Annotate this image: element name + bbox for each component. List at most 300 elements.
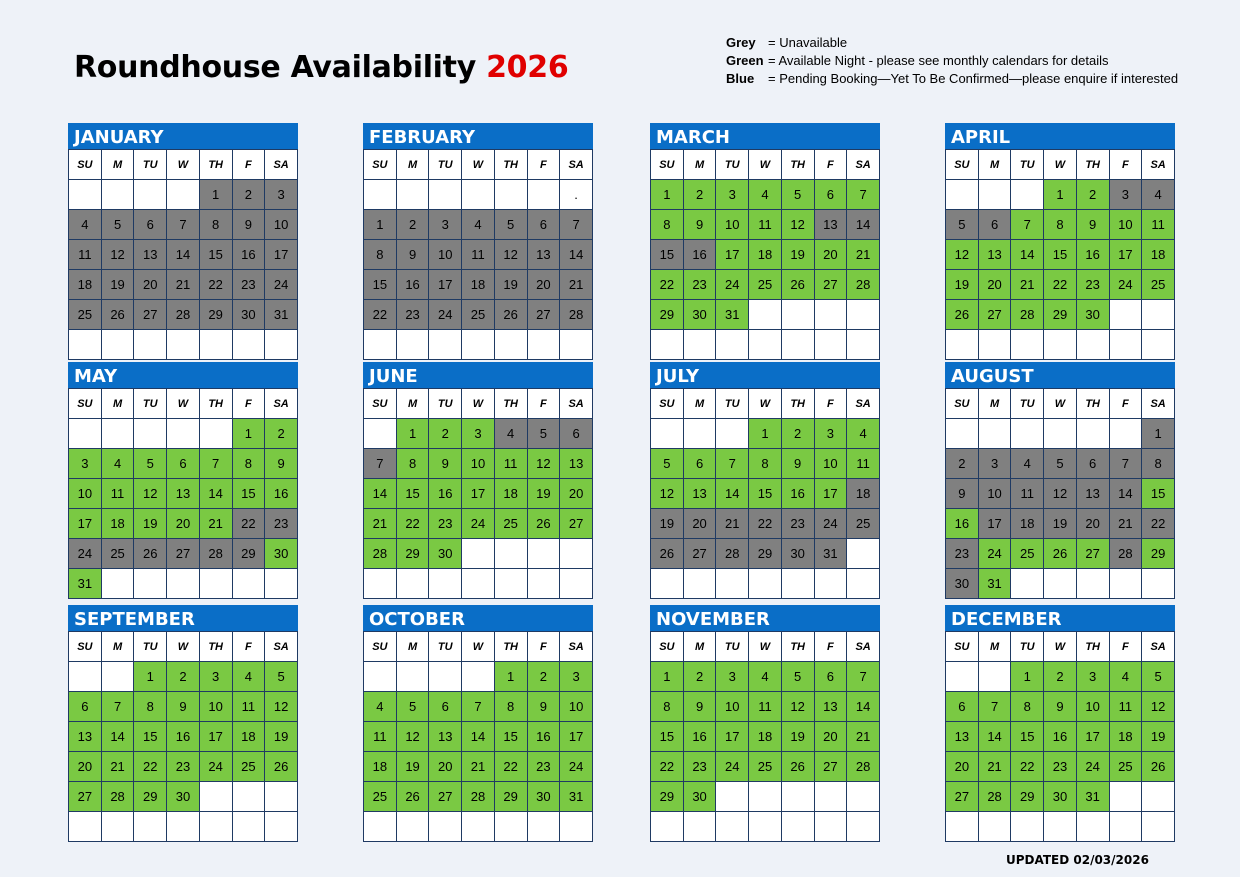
- day-cell-empty: [1109, 812, 1142, 842]
- day-cell-available: 19: [134, 509, 167, 539]
- weekday-label: W: [462, 389, 495, 419]
- day-cell-empty: [527, 330, 560, 360]
- weekday-header-row: [69, 150, 298, 180]
- weekday-label: W: [462, 632, 495, 662]
- day-cell-available: 7: [101, 692, 134, 722]
- day-cell-available: 14: [978, 722, 1011, 752]
- day-cell-available: 8: [134, 692, 167, 722]
- day-cell-unavailable: 3: [429, 210, 462, 240]
- day-cell-unavailable: 27: [134, 300, 167, 330]
- day-cell-available: 2: [527, 662, 560, 692]
- day-cell-available: 9: [265, 449, 298, 479]
- week-row: [69, 330, 298, 360]
- day-cell-unavailable: 18: [847, 479, 880, 509]
- day-cell-empty: [429, 180, 462, 210]
- day-cell-unavailable: 4: [1142, 180, 1175, 210]
- weekday-label: F: [527, 632, 560, 662]
- day-cell-empty: [1076, 569, 1109, 599]
- day-cell-available: 16: [683, 722, 716, 752]
- day-cell-empty: [847, 812, 880, 842]
- day-cell-available: 17: [814, 479, 847, 509]
- day-cell-empty: [494, 180, 527, 210]
- day-cell-available: 5: [781, 662, 814, 692]
- week-row: [69, 692, 298, 722]
- day-cell-available: 20: [814, 722, 847, 752]
- day-cell-unavailable: 20: [134, 270, 167, 300]
- day-cell-available: 8: [494, 692, 527, 722]
- day-cell-available: 9: [781, 449, 814, 479]
- day-cell-available: 4: [749, 180, 782, 210]
- day-cell-empty: [167, 569, 200, 599]
- day-cell-empty: [978, 662, 1011, 692]
- week-row: [651, 782, 880, 812]
- day-cell-empty: [101, 812, 134, 842]
- weekday-label: TU: [429, 632, 462, 662]
- day-cell-available: 1: [1044, 180, 1077, 210]
- day-cell-available: 8: [396, 449, 429, 479]
- day-cell-empty: [683, 330, 716, 360]
- week-row: [651, 662, 880, 692]
- day-cell-unavailable: 25: [101, 539, 134, 569]
- day-cell-available: 30: [683, 782, 716, 812]
- day-cell-unavailable: 9: [946, 479, 979, 509]
- weekday-label: F: [1109, 632, 1142, 662]
- day-cell-available: 8: [1011, 692, 1044, 722]
- day-cell-unavailable: 23: [396, 300, 429, 330]
- day-cell-empty: [814, 569, 847, 599]
- day-cell-available: 4: [364, 692, 397, 722]
- week-row: [69, 210, 298, 240]
- day-cell-available: 5: [1142, 662, 1175, 692]
- day-cell-empty: [167, 812, 200, 842]
- weekday-label: SA: [847, 389, 880, 419]
- day-cell-available: 10: [69, 479, 102, 509]
- day-cell-empty: [1142, 812, 1175, 842]
- day-cell-unavailable: 12: [101, 240, 134, 270]
- day-cell-available: 4: [101, 449, 134, 479]
- day-cell-available: 22: [1044, 270, 1077, 300]
- day-cell-empty: [716, 330, 749, 360]
- page-title: [74, 50, 568, 85]
- month-table: [650, 149, 880, 360]
- day-cell-available: 8: [232, 449, 265, 479]
- month-november: [650, 605, 880, 842]
- day-cell-empty: [462, 539, 495, 569]
- day-cell-empty: [527, 812, 560, 842]
- weekday-label: F: [814, 389, 847, 419]
- day-cell-available: 23: [1044, 752, 1077, 782]
- weekday-label: TU: [716, 632, 749, 662]
- day-cell-available: 28: [364, 539, 397, 569]
- month-february: [363, 123, 593, 360]
- day-cell-available: 19: [396, 752, 429, 782]
- day-cell-unavailable: 19: [101, 270, 134, 300]
- day-cell-available: 11: [101, 479, 134, 509]
- day-cell-unavailable: 4: [494, 419, 527, 449]
- day-cell-empty: [462, 662, 495, 692]
- day-cell-unavailable: 21: [1109, 509, 1142, 539]
- day-cell-available: 20: [946, 752, 979, 782]
- day-cell-unavailable: 11: [462, 240, 495, 270]
- day-cell-empty: [134, 180, 167, 210]
- day-cell-available: 18: [1109, 722, 1142, 752]
- day-cell-available: 14: [847, 692, 880, 722]
- day-cell-unavailable: 7: [364, 449, 397, 479]
- day-cell-empty: [651, 569, 684, 599]
- day-cell-available: 18: [749, 722, 782, 752]
- day-cell-available: 1: [396, 419, 429, 449]
- day-cell-available: 7: [847, 180, 880, 210]
- day-cell-available: 19: [946, 270, 979, 300]
- day-cell-available: 10: [814, 449, 847, 479]
- weekday-header-row: [69, 389, 298, 419]
- weekday-label: TH: [781, 632, 814, 662]
- day-cell-empty: [978, 180, 1011, 210]
- day-cell-available: 14: [716, 479, 749, 509]
- day-cell-available: 24: [716, 270, 749, 300]
- day-cell-empty: [494, 812, 527, 842]
- day-cell-empty: [364, 180, 397, 210]
- day-cell-unavailable: 28: [716, 539, 749, 569]
- day-cell-available: 26: [1044, 539, 1077, 569]
- weekday-label: TH: [199, 150, 232, 180]
- day-cell-available: 11: [749, 692, 782, 722]
- weekday-label: TH: [1076, 389, 1109, 419]
- day-cell-available: 10: [1109, 210, 1142, 240]
- day-cell-available: 16: [946, 509, 979, 539]
- day-cell-available: 30: [429, 539, 462, 569]
- day-cell-empty: [429, 662, 462, 692]
- day-cell-available: 1: [494, 662, 527, 692]
- day-cell-empty: [560, 569, 593, 599]
- day-cell-available: 14: [462, 722, 495, 752]
- day-cell-unavailable: 9: [396, 240, 429, 270]
- day-cell-empty: [69, 419, 102, 449]
- weekday-label: TH: [494, 389, 527, 419]
- day-cell-unavailable: 12: [494, 240, 527, 270]
- day-cell-empty: [683, 569, 716, 599]
- day-cell-available: 10: [560, 692, 593, 722]
- day-cell-available: 11: [1142, 210, 1175, 240]
- week-row: [69, 539, 298, 569]
- week-row: [364, 330, 593, 360]
- weekday-label: M: [683, 632, 716, 662]
- week-row: [651, 330, 880, 360]
- day-cell-available: 28: [847, 270, 880, 300]
- weekday-label: TH: [781, 150, 814, 180]
- week-row: [364, 569, 593, 599]
- day-cell-available: 30: [167, 782, 200, 812]
- month-header: OCTOBER: [363, 605, 593, 631]
- weekday-label: SU: [69, 150, 102, 180]
- week-row: [69, 240, 298, 270]
- day-cell-empty: [462, 330, 495, 360]
- day-cell-available: 9: [1044, 692, 1077, 722]
- day-cell-empty: [781, 782, 814, 812]
- day-cell-available: 8: [651, 210, 684, 240]
- weekday-label: TU: [134, 150, 167, 180]
- day-cell-available: 18: [1142, 240, 1175, 270]
- day-cell-available: 2: [781, 419, 814, 449]
- weekday-header-row: [364, 632, 593, 662]
- day-cell-empty: [749, 330, 782, 360]
- day-cell-unavailable: 18: [69, 270, 102, 300]
- day-cell-unavailable: 18: [462, 270, 495, 300]
- day-cell-unavailable: 21: [167, 270, 200, 300]
- legend-text-blue: = Pending Booking—Yet To Be Confirmed—please enquire if interested: [768, 71, 1179, 86]
- day-cell-empty: [847, 539, 880, 569]
- month-table: [945, 149, 1175, 360]
- legend-key-grey: Grey: [726, 35, 756, 50]
- day-cell-empty: [462, 569, 495, 599]
- weekday-label: SA: [560, 150, 593, 180]
- day-cell-available: 29: [651, 782, 684, 812]
- week-row: [69, 509, 298, 539]
- month-header: NOVEMBER: [650, 605, 880, 631]
- week-row: [364, 752, 593, 782]
- month-table: [68, 149, 298, 360]
- day-cell-available: 8: [651, 692, 684, 722]
- day-cell-unavailable: 10: [429, 240, 462, 270]
- day-cell-available: 19: [781, 240, 814, 270]
- week-row: [364, 300, 593, 330]
- day-cell-empty: [69, 180, 102, 210]
- day-cell-empty: [683, 812, 716, 842]
- week-row: [364, 509, 593, 539]
- day-cell-empty: [1109, 330, 1142, 360]
- day-cell-unavailable: 22: [199, 270, 232, 300]
- weekday-label: M: [978, 150, 1011, 180]
- day-cell-available: 2: [429, 419, 462, 449]
- weekday-label: TU: [429, 150, 462, 180]
- day-cell-empty: [847, 569, 880, 599]
- weekday-label: M: [683, 150, 716, 180]
- day-cell-available: 14: [1011, 240, 1044, 270]
- day-cell-unavailable: 10: [265, 210, 298, 240]
- day-cell-unavailable: 6: [134, 210, 167, 240]
- day-cell-available: 17: [1076, 722, 1109, 752]
- day-cell-available: 5: [265, 662, 298, 692]
- day-cell-available: 15: [396, 479, 429, 509]
- day-cell-empty: [847, 330, 880, 360]
- day-cell-unavailable: 19: [1044, 509, 1077, 539]
- day-cell-unavailable: 30: [232, 300, 265, 330]
- day-cell-available: 8: [749, 449, 782, 479]
- day-cell-available: 28: [462, 782, 495, 812]
- day-cell-available: 1: [1011, 662, 1044, 692]
- day-cell-empty: [978, 419, 1011, 449]
- weekday-header-row: [69, 632, 298, 662]
- day-cell-available: 21: [364, 509, 397, 539]
- day-cell-available: 25: [749, 270, 782, 300]
- day-cell-available: 25: [1109, 752, 1142, 782]
- day-cell-empty: [396, 569, 429, 599]
- day-cell-available: 1: [232, 419, 265, 449]
- day-cell-empty: [69, 662, 102, 692]
- day-cell-available: 13: [69, 722, 102, 752]
- week-row: [946, 449, 1175, 479]
- day-cell-empty: [651, 812, 684, 842]
- day-cell-available: 30: [1044, 782, 1077, 812]
- day-cell-available: 20: [69, 752, 102, 782]
- day-cell-empty: [232, 330, 265, 360]
- day-cell-available: 7: [1011, 210, 1044, 240]
- month-august: [945, 362, 1175, 599]
- day-cell-available: 10: [1076, 692, 1109, 722]
- weekday-header-row: [651, 150, 880, 180]
- day-cell-empty: [1011, 419, 1044, 449]
- weekday-header-row: [946, 150, 1175, 180]
- day-cell-empty: [494, 330, 527, 360]
- day-cell-unavailable: 1: [199, 180, 232, 210]
- day-cell-empty: [781, 812, 814, 842]
- day-cell-empty: [946, 812, 979, 842]
- weekday-label: TH: [781, 389, 814, 419]
- week-row: [946, 812, 1175, 842]
- week-row: [364, 479, 593, 509]
- day-cell-empty: [1011, 180, 1044, 210]
- day-cell-empty: [1142, 569, 1175, 599]
- day-cell-available: 13: [683, 479, 716, 509]
- day-cell-unavailable: 8: [364, 240, 397, 270]
- day-cell-empty: [651, 419, 684, 449]
- weekday-label: TU: [429, 389, 462, 419]
- day-cell-unavailable: 15: [199, 240, 232, 270]
- day-cell-available: 7: [978, 692, 1011, 722]
- day-cell-available: 23: [683, 270, 716, 300]
- day-cell-unavailable: 31: [814, 539, 847, 569]
- day-cell-available: 18: [101, 509, 134, 539]
- day-cell-available: 2: [1076, 180, 1109, 210]
- week-row: [69, 479, 298, 509]
- week-row: [946, 419, 1175, 449]
- day-cell-available: 6: [167, 449, 200, 479]
- day-cell-unavailable: 22: [232, 509, 265, 539]
- day-cell-available: 22: [494, 752, 527, 782]
- day-cell-empty: [364, 569, 397, 599]
- day-cell-available: 22: [651, 270, 684, 300]
- weekday-label: TH: [199, 389, 232, 419]
- month-march: [650, 123, 880, 360]
- day-cell-available: 11: [1109, 692, 1142, 722]
- week-row: [946, 180, 1175, 210]
- day-cell-empty: [527, 539, 560, 569]
- month-header: DECEMBER: [945, 605, 1175, 631]
- day-cell-unavailable: 21: [560, 270, 593, 300]
- day-cell-unavailable: 4: [462, 210, 495, 240]
- weekday-label: F: [814, 632, 847, 662]
- month-header: APRIL: [945, 123, 1175, 149]
- day-cell-empty: [1109, 419, 1142, 449]
- week-row: [651, 509, 880, 539]
- day-cell-empty: .: [560, 180, 593, 210]
- week-row: [946, 752, 1175, 782]
- weekday-label: TU: [1011, 389, 1044, 419]
- day-cell-empty: [1109, 569, 1142, 599]
- day-cell-empty: [429, 812, 462, 842]
- day-cell-empty: [978, 812, 1011, 842]
- day-cell-available: 27: [1076, 539, 1109, 569]
- day-cell-available: 22: [134, 752, 167, 782]
- day-cell-available: 24: [1076, 752, 1109, 782]
- day-cell-available: 30: [683, 300, 716, 330]
- weekday-label: SU: [69, 389, 102, 419]
- weekday-label: TH: [1076, 632, 1109, 662]
- week-row: [946, 330, 1175, 360]
- month-table: [945, 631, 1175, 842]
- day-cell-available: 21: [978, 752, 1011, 782]
- day-cell-available: 12: [781, 210, 814, 240]
- week-row: [364, 240, 593, 270]
- weekday-label: SA: [847, 632, 880, 662]
- week-row: [651, 180, 880, 210]
- day-cell-available: 26: [946, 300, 979, 330]
- week-row: [946, 722, 1175, 752]
- day-cell-available: 17: [199, 722, 232, 752]
- day-cell-unavailable: 23: [265, 509, 298, 539]
- day-cell-available: 2: [265, 419, 298, 449]
- day-cell-available: 15: [1044, 240, 1077, 270]
- day-cell-available: 15: [651, 722, 684, 752]
- day-cell-empty: [101, 419, 134, 449]
- day-cell-unavailable: 31: [265, 300, 298, 330]
- day-cell-available: 3: [716, 180, 749, 210]
- day-cell-available: 30: [265, 539, 298, 569]
- day-cell-available: 11: [232, 692, 265, 722]
- weekday-label: F: [1109, 389, 1142, 419]
- day-cell-unavailable: 14: [167, 240, 200, 270]
- day-cell-available: 16: [167, 722, 200, 752]
- day-cell-empty: [265, 782, 298, 812]
- day-cell-available: 15: [1011, 722, 1044, 752]
- day-cell-available: 19: [1142, 722, 1175, 752]
- month-october: [363, 605, 593, 842]
- day-cell-empty: [134, 330, 167, 360]
- day-cell-available: 19: [781, 722, 814, 752]
- week-row: [69, 180, 298, 210]
- day-cell-unavailable: 6: [560, 419, 593, 449]
- day-cell-available: 18: [364, 752, 397, 782]
- week-row: [651, 210, 880, 240]
- day-cell-empty: [69, 330, 102, 360]
- day-cell-unavailable: 14: [1109, 479, 1142, 509]
- day-cell-unavailable: 29: [199, 300, 232, 330]
- day-cell-available: 10: [716, 210, 749, 240]
- day-cell-empty: [265, 569, 298, 599]
- week-row: [364, 539, 593, 569]
- day-cell-unavailable: 3: [978, 449, 1011, 479]
- day-cell-empty: [1044, 419, 1077, 449]
- day-cell-empty: [101, 180, 134, 210]
- day-cell-available: 31: [560, 782, 593, 812]
- day-cell-empty: [781, 300, 814, 330]
- weekday-label: M: [396, 632, 429, 662]
- week-row: [69, 782, 298, 812]
- month-header: FEBRUARY: [363, 123, 593, 149]
- week-row: [69, 812, 298, 842]
- day-cell-available: 1: [651, 662, 684, 692]
- weekday-header-row: [651, 389, 880, 419]
- month-header: SEPTEMBER: [68, 605, 298, 631]
- day-cell-unavailable: 22: [1142, 509, 1175, 539]
- day-cell-available: 12: [265, 692, 298, 722]
- day-cell-available: 10: [716, 692, 749, 722]
- day-cell-unavailable: 2: [396, 210, 429, 240]
- day-cell-unavailable: 19: [651, 509, 684, 539]
- week-row: [69, 419, 298, 449]
- day-cell-unavailable: 28: [1109, 539, 1142, 569]
- day-cell-empty: [946, 330, 979, 360]
